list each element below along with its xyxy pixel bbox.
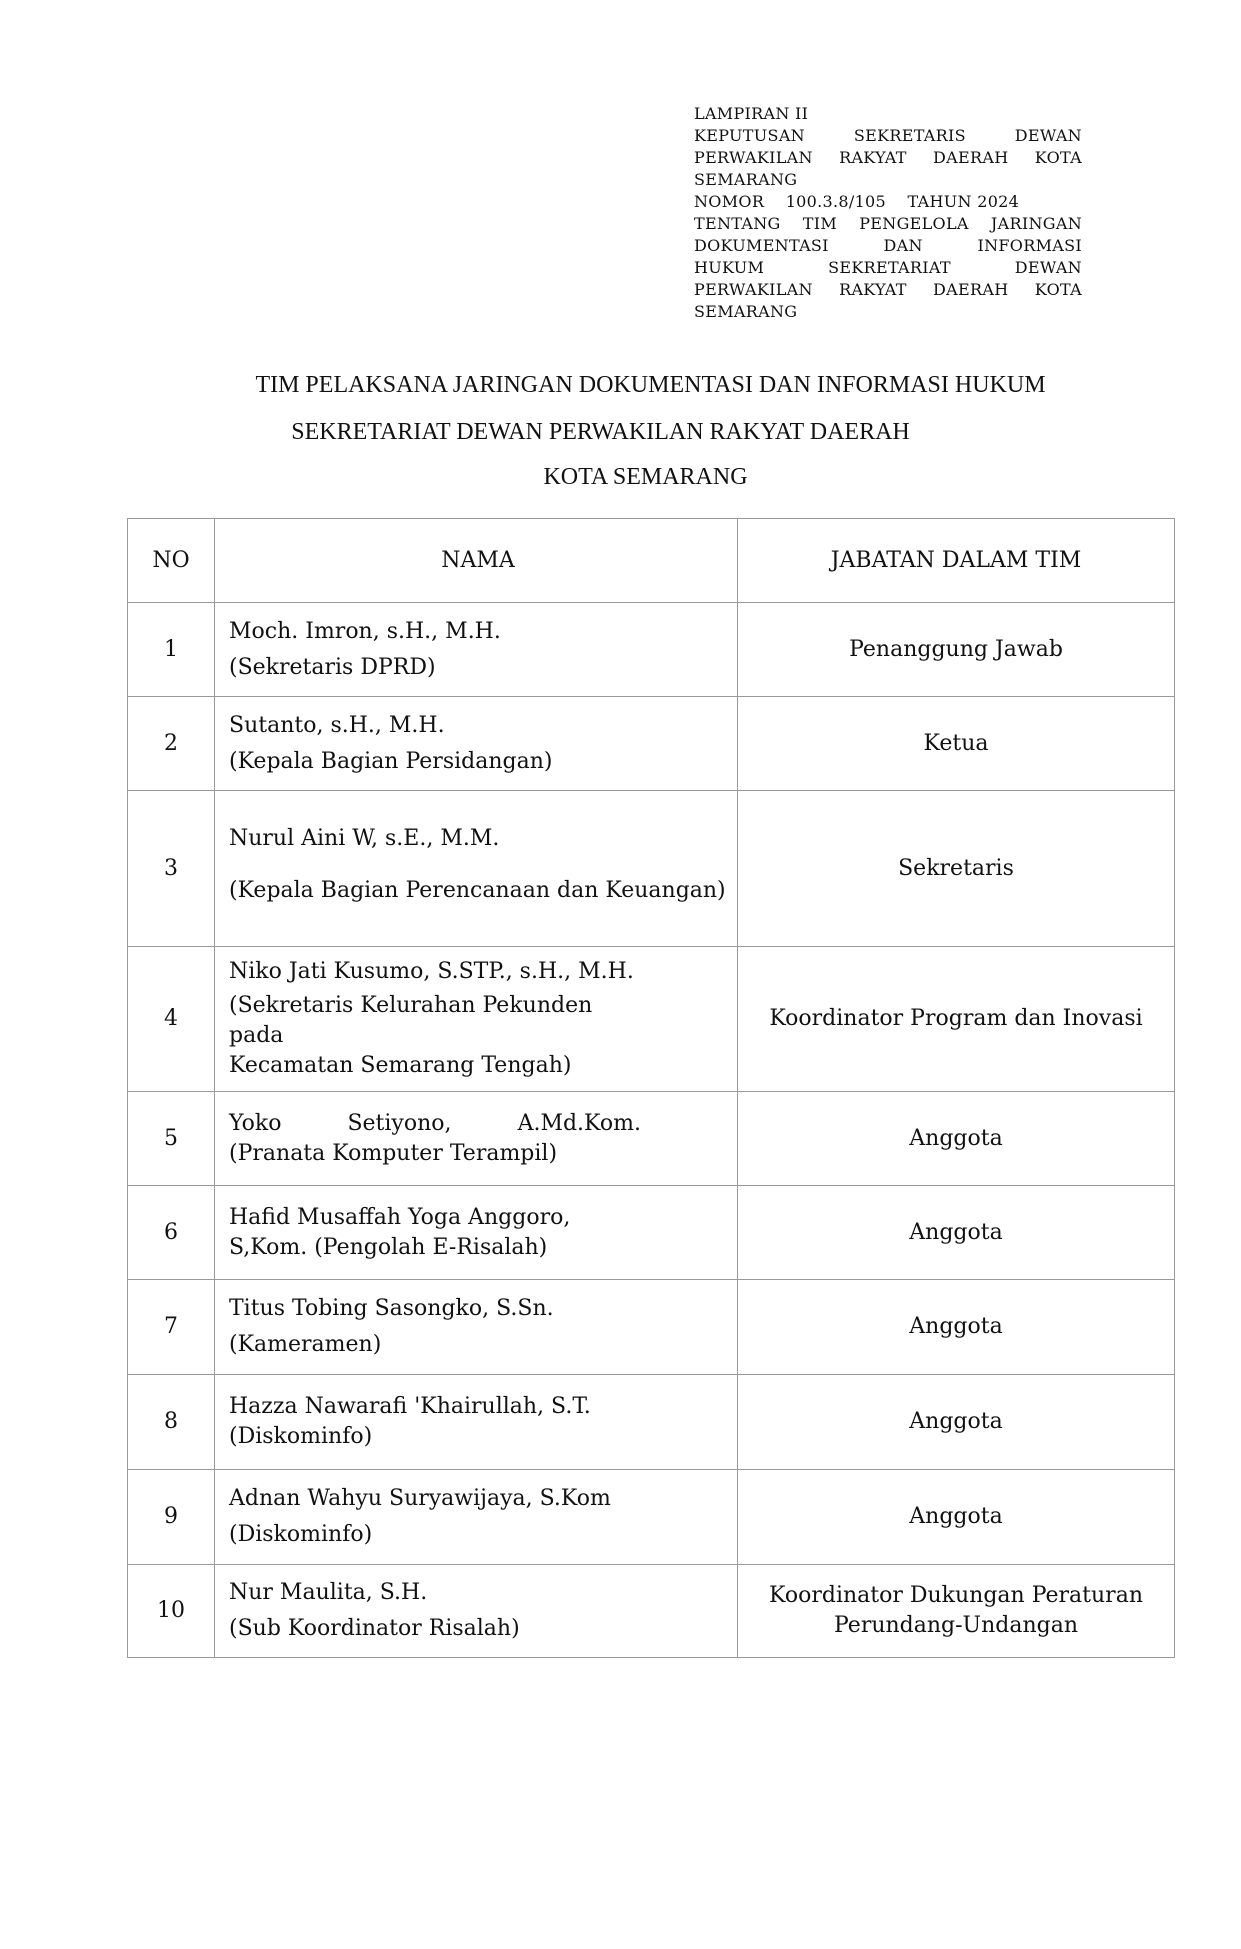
lampiran-line-tentang: TENTANG TIM PENGELOLA JARINGAN [694,214,1082,233]
row-nama: Yoko Setiyono, A.Md.Kom. [229,1110,641,1136]
row-jabatan: Sekretaris [738,791,1175,947]
lampiran-line-semarang: SEMARANG [694,170,798,189]
row-no: 3 [128,791,215,947]
table-row [128,1186,1175,1280]
doc-title-line-2: SEKRETARIAT DEWAN PERWAKILAN RAKYAT DAERAH [291,419,910,445]
row-desc: (Sekretaris DPRD) [229,654,436,680]
table-row [128,791,1175,947]
table-row [128,697,1175,791]
row-nama: Sutanto, s.H., M.H. [229,712,445,738]
row-jabatan: Anggota [738,1375,1175,1470]
row-jabatan: Anggota [738,1092,1175,1186]
lampiran-line-semarang-2: SEMARANG [694,302,798,321]
table-row [128,1470,1175,1565]
row-no: 6 [128,1186,215,1280]
doc-title-line-1: TIM PELAKSANA JARINGAN DOKUMENTASI DAN INFORMASI HUKUM [255,372,1046,398]
row-desc: S,Kom. (Pengolah E-Risalah) [229,1234,548,1260]
row-no: 1 [128,603,215,697]
table-row [128,1280,1175,1375]
row-desc-2: Kecamatan Semarang Tengah) [229,1053,572,1078]
row-jabatan: Koordinator Program dan Inovasi [738,947,1175,1092]
lampiran-block [694,103,1082,323]
table-row [128,1565,1175,1658]
row-desc: (Pranata Komputer Terampil) [229,1140,558,1166]
row-nama-cell [215,1375,738,1470]
table-row [128,1375,1175,1470]
row-nama-cell [215,1186,738,1280]
header-jabatan: JABATAN DALAM TIM [738,519,1175,603]
row-desc: (Kameramen) [229,1332,382,1357]
row-no: 7 [128,1280,215,1375]
lampiran-line-dokumentasi: DOKUMENTASI DAN INFORMASI [694,236,1082,255]
row-desc: (Kepala Bagian Persidangan) [229,748,553,774]
doc-title-line-3: KOTA SEMARANG [543,464,748,490]
lampiran-line-perwakilan-2: PERWAKILAN RAKYAT DAERAH KOTA [694,280,1082,299]
row-jabatan: Anggota [738,1470,1175,1565]
row-no: 2 [128,697,215,791]
table-row [128,603,1175,697]
lampiran-line-perwakilan: PERWAKILAN RAKYAT DAERAH KOTA [694,148,1082,167]
row-nama: Titus Tobing Sasongko, S.Sn. [229,1296,554,1321]
row-jabatan: Anggota [738,1186,1175,1280]
row-jabatan: Koordinator Dukungan Peraturan Perundang-Undangan [738,1565,1175,1658]
lampiran-title: LAMPIRAN II [694,104,809,123]
row-nama-cell [215,1470,738,1565]
row-nama-cell [215,1565,738,1658]
row-nama-cell [215,791,738,947]
row-desc: (Sekretaris Kelurahan Pekunden pada [229,993,593,1048]
row-desc: (Kepala Bagian Perencanaan dan Keuangan) [229,877,726,903]
row-nama-cell [215,1280,738,1375]
row-nama: Moch. Imron, s.H., M.H. [229,618,501,644]
row-nama-cell [215,1092,738,1186]
row-no: 5 [128,1092,215,1186]
row-no: 4 [128,947,215,1092]
row-nama-cell [215,697,738,791]
row-jabatan: Penanggung Jawab [738,603,1175,697]
row-desc: (Diskominfo) [229,1522,373,1547]
row-nama-cell [215,603,738,697]
table-row [128,947,1175,1092]
row-nama: Hazza Nawarafi 'Khairullah, S.T. [229,1394,591,1419]
table-row [128,1092,1175,1186]
lampiran-line-hukum: HUKUM SEKRETARIAT DEWAN [694,258,1082,277]
lampiran-nomor: NOMOR 100.3.8/105 TAHUN 2024 [694,192,1020,211]
row-nama: Hafid Musaffah Yoga Anggoro, [229,1204,571,1230]
row-desc: (Diskominfo) [229,1424,373,1449]
lampiran-line-keputusan: KEPUTUSAN SEKRETARIS DEWAN [694,126,1082,145]
row-nama: Nur Maulita, S.H. [229,1580,428,1605]
row-no: 8 [128,1375,215,1470]
row-jabatan: Anggota [738,1280,1175,1375]
header-no: NO [128,519,215,603]
row-no: 9 [128,1470,215,1565]
row-desc: (Sub Koordinator Risalah) [229,1616,520,1641]
row-nama: Nurul Aini W, s.E., M.M. [229,825,500,851]
table-header-row [128,519,1175,603]
row-jabatan: Ketua [738,697,1175,791]
header-nama: NAMA [215,519,738,603]
row-nama: Adnan Wahyu Suryawijaya, S.Kom [229,1486,611,1511]
row-nama: Niko Jati Kusumo, S.STP., s.H., M.H. [229,959,634,984]
row-no: 10 [128,1565,215,1658]
team-table [127,518,1175,1658]
row-nama-cell [215,947,738,1092]
